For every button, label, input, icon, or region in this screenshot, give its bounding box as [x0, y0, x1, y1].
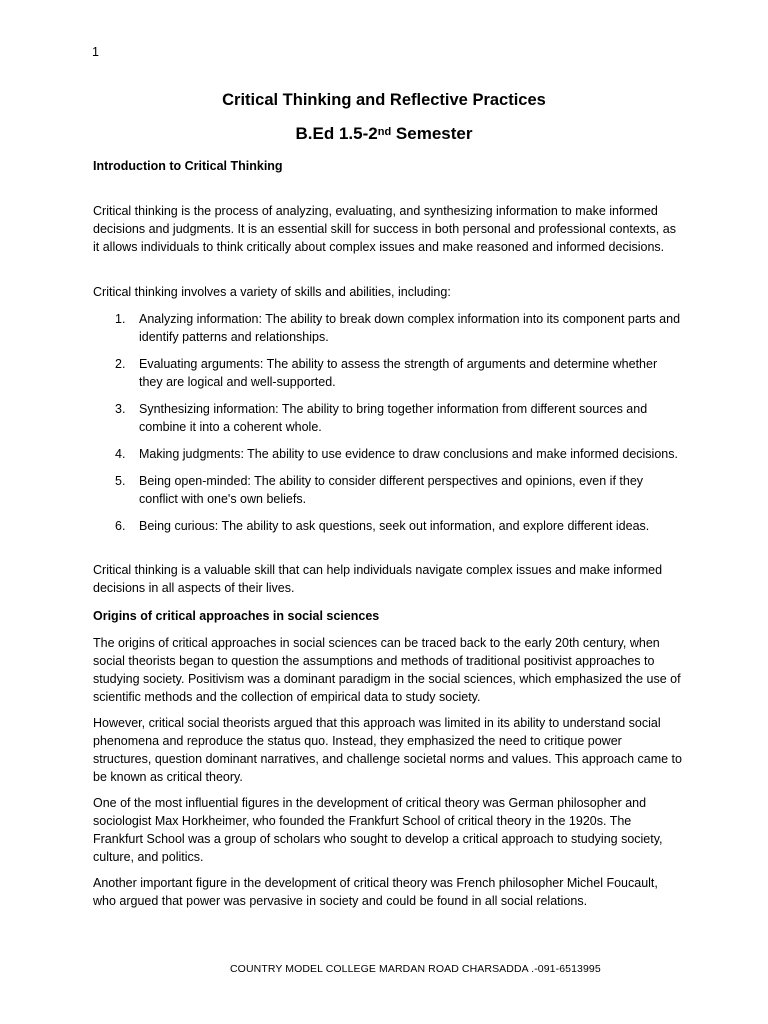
- subtitle-suffix: Semester: [391, 124, 473, 143]
- list-item-text: Analyzing information: The ability to break down complex information into its component parts and identify patterns and relationships.: [139, 312, 681, 344]
- intro-paragraph-2: Critical thinking involves a variety of skills and abilities, including:: [93, 285, 451, 299]
- intro-paragraph-3: Critical thinking is a valuable skill that can help individuals navigate complex issues and make informed decisions in all aspects of their lives.: [93, 563, 663, 595]
- origins-paragraph-4: Another important figure in the development of critical theory was French philosopher Michel Foucault, who argued that power was pervasive in society and could be found in all social relations.: [93, 876, 658, 908]
- list-item: [93, 517, 683, 535]
- subtitle-superscript: nd: [377, 126, 392, 138]
- page-number: 1: [92, 45, 99, 59]
- list-item-number: 6.: [115, 519, 126, 533]
- list-item-number: 2.: [115, 357, 126, 371]
- subtitle-prefix: B.Ed 1.5-2: [295, 124, 378, 143]
- origins-paragraph-2: However, critical social theorists argued that this approach was limited in its ability to understand social phenomena and reproduce the status quo. Instead, they emphasized the need to critique power structures, question dominant narratives, and challenge societal norms and values. This approach came to be known as critical theory.: [93, 716, 682, 784]
- list-item-text: Being curious: The ability to ask questions, seek out information, and explore different ideas.: [139, 519, 650, 533]
- list-item-text: Being open-minded: The ability to consider different perspectives and opinions, even if they conflict with one's own beliefs.: [139, 474, 644, 506]
- list-item: [93, 355, 683, 391]
- page-footer: COUNTRY MODEL COLLEGE MARDAN ROAD CHARSADDA .-091-6513995: [230, 963, 601, 975]
- skills-list: [93, 310, 683, 544]
- document-title: Critical Thinking and Reflective Practices: [222, 91, 546, 109]
- list-item-number: 4.: [115, 447, 126, 461]
- document-subtitle: [0, 124, 768, 144]
- list-item-number: 3.: [115, 402, 126, 416]
- section-heading-origins: Origins of critical approaches in social sciences: [93, 609, 380, 623]
- list-item: [93, 472, 683, 508]
- list-item-text: Evaluating arguments: The ability to assess the strength of arguments and determine whether they are logical and well-supported.: [139, 357, 658, 389]
- list-item-number: 5.: [115, 474, 126, 488]
- origins-paragraph-3: One of the most influential figures in the development of critical theory was German philosopher and sociologist Max Horkheimer, who founded the Frankfurt School of critical theory in the 1920s. The Frankfurt School was a group of scholars who sought to develop a critical approach to studying society, culture, and politics.: [93, 796, 663, 864]
- list-item: [93, 310, 683, 346]
- intro-paragraph-1: Critical thinking is the process of analyzing, evaluating, and synthesizing information to make informed decisions and judgments. It is an essential skill for success in both personal and professional contexts, as it allows individuals to think critically about complex issues and make reasoned and informed decisions.: [93, 204, 676, 254]
- origins-paragraph-1: The origins of critical approaches in social sciences can be traced back to the early 20th century, when social theorists began to question the assumptions and methods of traditional positivist approaches to studying society. Positivism was a dominant paradigm in the social sciences, which emphasized the use of scientific methods and the collection of empirical data to study society.: [93, 636, 681, 704]
- list-item: [93, 445, 683, 463]
- list-item-text: Synthesizing information: The ability to bring together information from different sources and combine it into a coherent whole.: [139, 402, 648, 434]
- list-item-text: Making judgments: The ability to use evidence to draw conclusions and make informed decisions.: [139, 447, 678, 461]
- list-item: [93, 400, 683, 436]
- list-item-number: 1.: [115, 312, 126, 326]
- section-heading-intro: Introduction to Critical Thinking: [93, 159, 283, 173]
